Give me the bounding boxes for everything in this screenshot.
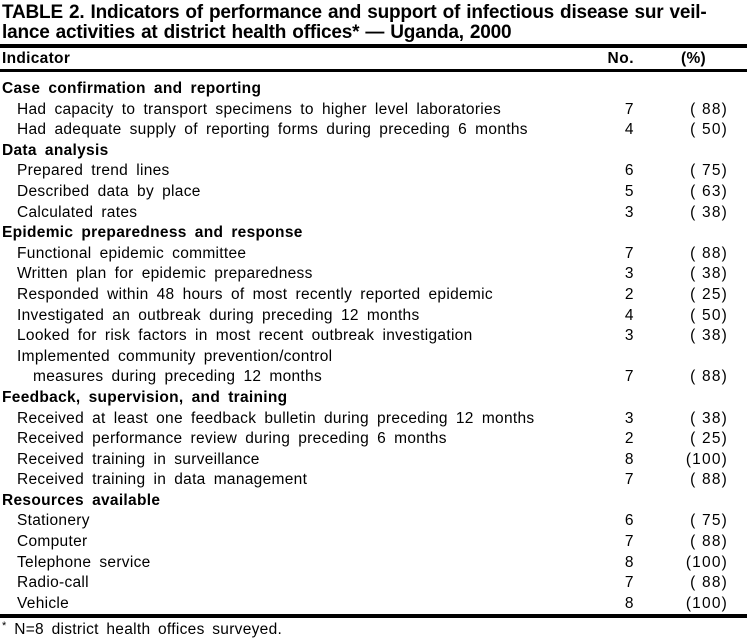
indicator-label: Radio-call: [17, 574, 89, 592]
pct-value: [634, 491, 728, 512]
no-value: 8: [624, 553, 634, 571]
pct-value: ( 63): [690, 182, 728, 200]
right-gutter: [728, 141, 749, 162]
pct-value: ( 38): [690, 409, 728, 427]
indicator-label: Received at least one feedback bulletin during preceding 12 months: [17, 409, 535, 427]
pct-value: [634, 388, 728, 409]
right-gutter: [728, 182, 749, 203]
no-value: 4: [624, 306, 634, 324]
table-row: [0, 450, 749, 471]
table-row: [0, 429, 749, 450]
indicator-label: Received training in surveillance: [17, 450, 260, 468]
section-row: [0, 388, 749, 409]
table-row: [0, 409, 749, 430]
table-row: [0, 553, 749, 574]
right-gutter: [728, 491, 749, 512]
right-gutter: [728, 306, 749, 327]
no-value: 8: [624, 450, 634, 468]
table-row: [0, 203, 749, 224]
pct-value: ( 25): [690, 430, 728, 448]
no-value: 6: [624, 512, 634, 530]
indicator-label: Responded within 48 hours of most recently reported epidemic: [17, 285, 493, 303]
no-value: 7: [624, 244, 634, 262]
no-value: [598, 388, 634, 409]
section-label: Feedback, supervision, and training: [2, 388, 288, 406]
table-row: [0, 120, 749, 141]
pct-value: ( 88): [690, 368, 728, 386]
section-label: Data analysis: [2, 141, 109, 159]
indicator-label: Prepared trend lines: [17, 162, 170, 180]
right-gutter: [728, 244, 749, 265]
right-gutter: [728, 409, 749, 430]
section-row: [0, 79, 749, 100]
no-value: 7: [624, 368, 634, 386]
table-header-row: [0, 49, 749, 69]
pct-value: (100): [685, 450, 728, 468]
pct-value: ( 38): [690, 327, 728, 345]
right-gutter: [728, 347, 749, 368]
section-row: [0, 491, 749, 512]
rule-below-title: [0, 44, 747, 48]
pct-value: [634, 79, 728, 100]
indicator-label: Telephone service: [17, 553, 151, 571]
indicator-label: Investigated an outbreak during preceding 12 months: [17, 306, 420, 324]
table-title-line1: TABLE 2. Indicators of performance and support of infectious disease sur veil-: [2, 2, 707, 23]
right-gutter: [728, 120, 749, 141]
pct-value: ( 25): [690, 285, 728, 303]
right-gutter: [728, 553, 749, 574]
table-body: [0, 72, 749, 614]
no-value: 2: [624, 430, 634, 448]
no-value: 7: [624, 574, 634, 592]
right-gutter: [728, 450, 749, 471]
indicator-label: Received performance review during preceding 6 months: [17, 430, 447, 448]
indicator-label: Had adequate supply of reporting forms during preceding 6 months: [17, 121, 528, 139]
no-value: [598, 491, 634, 512]
section-label: Case confirmation and reporting: [2, 80, 262, 97]
table-row: [0, 594, 749, 615]
table-row: [0, 347, 749, 368]
right-gutter: [728, 79, 749, 100]
table-row: [0, 264, 749, 285]
indicator-label: Computer: [17, 533, 88, 551]
pct-value: ( 88): [690, 244, 728, 262]
table-row: [0, 161, 749, 182]
indicator-label: Had capacity to transport specimens to higher level laboratories: [17, 100, 502, 118]
no-value: 3: [624, 327, 634, 345]
right-gutter: [728, 532, 749, 553]
rule-above-footnote: [0, 614, 747, 618]
no-value: 7: [624, 471, 634, 489]
table-row: [0, 367, 749, 388]
no-value: 3: [624, 265, 634, 283]
right-gutter: [728, 161, 749, 182]
column-header-pct: (%): [680, 50, 706, 67]
table-row: [0, 100, 749, 121]
indicator-label: Looked for risk factors in most recent outbreak investigation: [17, 327, 473, 345]
pct-value: ( 50): [690, 306, 728, 324]
footnote-text: N=8 district health offices surveyed.: [14, 621, 283, 638]
pct-value: [634, 223, 728, 244]
table-row: [0, 511, 749, 532]
no-value: 7: [624, 100, 634, 118]
no-value: 3: [624, 203, 634, 221]
table-row: [0, 244, 749, 265]
table-row: [0, 326, 749, 347]
indicator-label: Vehicle: [17, 594, 70, 612]
pct-value: ( 88): [690, 533, 728, 551]
right-gutter: [728, 264, 749, 285]
indicator-label: Calculated rates: [17, 203, 138, 221]
section-label: Epidemic preparedness and response: [2, 224, 303, 242]
table-title: [0, 0, 749, 43]
footnote-marker: *: [2, 620, 7, 633]
section-row: [0, 223, 749, 244]
no-value: [598, 79, 634, 100]
section-row: [0, 141, 749, 162]
pct-value: ( 88): [690, 100, 728, 118]
right-gutter: [728, 326, 749, 347]
column-header-no: No.: [607, 50, 634, 67]
indicator-label: Implemented community prevention/control: [17, 347, 333, 365]
right-gutter: [728, 594, 749, 615]
right-gutter: [728, 388, 749, 409]
table-row: [0, 285, 749, 306]
table-row: [0, 182, 749, 203]
no-value: 7: [624, 533, 634, 551]
no-value: [598, 141, 634, 162]
right-gutter: [728, 429, 749, 450]
no-value: 2: [624, 285, 634, 303]
pct-value: ( 75): [690, 512, 728, 530]
right-gutter: [728, 100, 749, 121]
table-row: [0, 306, 749, 327]
no-value: 6: [624, 162, 634, 180]
right-gutter: [728, 223, 749, 244]
indicator-label: Received training in data management: [17, 471, 308, 489]
table-title-line2: lance activities at district health offices* — Uganda, 2000: [2, 22, 512, 43]
table-row: [0, 532, 749, 553]
pct-value: [634, 347, 728, 368]
pct-value: ( 38): [690, 203, 728, 221]
indicator-label: Functional epidemic committee: [17, 244, 247, 262]
right-gutter: [728, 511, 749, 532]
pct-value: ( 75): [690, 162, 728, 180]
right-gutter: [728, 367, 749, 388]
indicator-label: measures during preceding 12 months: [33, 368, 323, 386]
no-value: 3: [624, 409, 634, 427]
pct-value: ( 50): [690, 121, 728, 139]
right-gutter: [728, 470, 749, 491]
no-value: 4: [624, 121, 634, 139]
section-label: Resources available: [2, 491, 161, 509]
no-value: [598, 223, 634, 244]
table-row: [0, 470, 749, 491]
right-gutter: [728, 203, 749, 224]
indicator-label: Written plan for epidemic preparedness: [17, 265, 313, 283]
pct-value: ( 88): [690, 471, 728, 489]
pct-value: ( 38): [690, 265, 728, 283]
table-footnote: [0, 621, 749, 638]
no-value: [598, 347, 634, 368]
no-value: 5: [624, 182, 634, 200]
indicator-label: Described data by place: [17, 182, 201, 200]
no-value: 8: [624, 594, 634, 612]
indicator-label: Stationery: [17, 512, 90, 530]
right-gutter: [728, 573, 749, 594]
pct-value: [634, 141, 728, 162]
pct-value: (100): [685, 594, 728, 612]
pct-value: ( 88): [690, 574, 728, 592]
pct-value: (100): [685, 553, 728, 571]
column-header-indicator: Indicator: [2, 50, 71, 67]
table-row: [0, 573, 749, 594]
right-gutter: [728, 285, 749, 306]
